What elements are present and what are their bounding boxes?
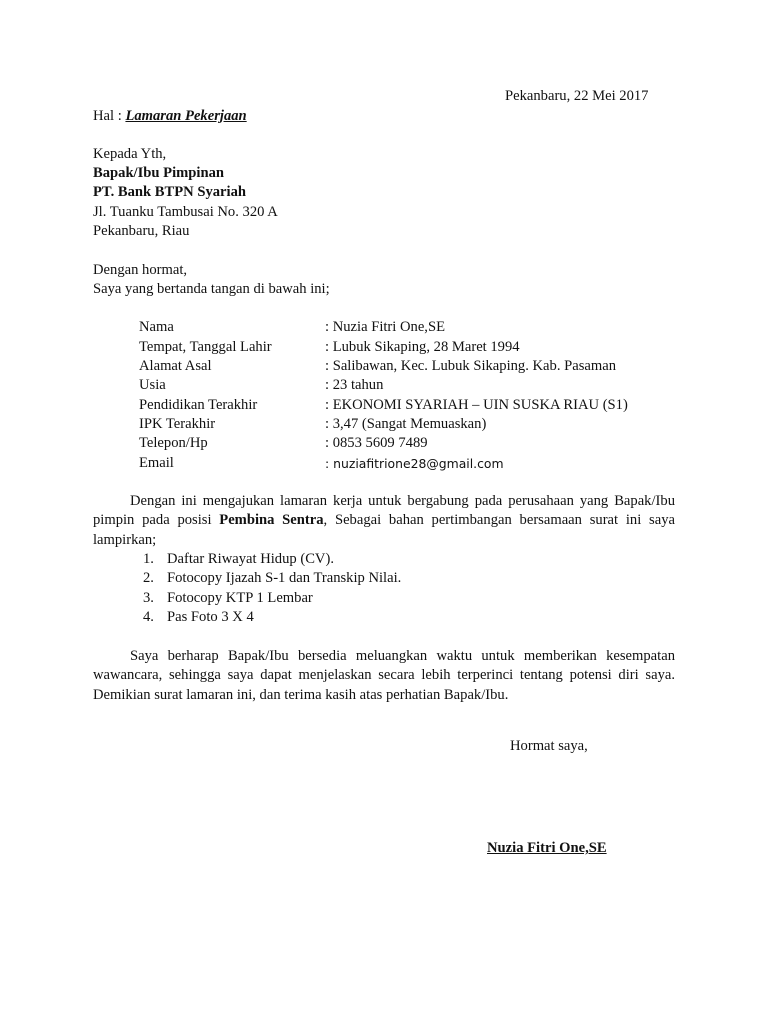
info-label: Usia [139, 377, 166, 393]
recipient-title: Bapak/Ibu Pimpinan [93, 165, 225, 181]
info-label: Tempat, Tanggal Lahir [139, 339, 272, 355]
info-value: : 0853 5609 7489 [325, 435, 428, 451]
salutation: Dengan hormat, [93, 262, 188, 278]
subject-text: Lamaran Pekerjaan [125, 108, 247, 124]
info-value: : 23 tahun [325, 377, 384, 393]
recipient-address-line2: Pekanbaru, Riau [93, 223, 190, 239]
email-value: : nuziafitrione28@gmail.com [325, 456, 504, 471]
list-item: 2. Fotocopy Ijazah S-1 dan Transkip Nilai. [143, 570, 402, 587]
recipient-greeting: Kepada Yth, [93, 146, 167, 162]
info-value: : EKONOMI SYARIAH – UIN SUSKA RIAU (S1) [325, 397, 628, 413]
info-label: Telepon/Hp [139, 435, 208, 451]
body-paragraph-2: Saya berharap Bapak/Ibu bersedia meluangkan waktu untuk memberikan kesempatan wawancara, sehingga saya dapat menjelaskan secara lebih terperinci tentang potensi diri saya. Demikian surat lamaran ini, dan terima kasih atas perhatian Bapak/Ibu. [93, 648, 675, 703]
intro-line: Saya yang bertanda tangan di bawah ini; [93, 281, 330, 297]
info-value: : 3,47 (Sangat Memuaskan) [325, 416, 487, 432]
info-label: Email [139, 455, 174, 471]
place-date: Pekanbaru, 22 Mei 2017 [505, 88, 649, 104]
info-value: : Nuzia Fitri One,SE [325, 319, 445, 335]
subject-prefix: Hal : [93, 108, 126, 124]
info-label: Alamat Asal [139, 358, 212, 374]
body1-before: Dengan ini mengajukan lamaran kerja untuk bergabung pada perusahaan yang Bapak/Ibu pimpin pada posisi [93, 493, 675, 529]
body1-after: , Sebagai bahan pertimbangan bersamaan surat ini saya lampirkan; [93, 512, 675, 548]
position-name: Pembina Sentra [219, 512, 324, 529]
info-value: : Lubuk Sikaping, 28 Maret 1994 [325, 339, 520, 355]
recipient-company: PT. Bank BTPN Syariah [93, 184, 246, 200]
closing: Hormat saya, [510, 738, 588, 754]
info-value: : Salibawan, Kec. Lubuk Sikaping. Kab. Pasaman [325, 358, 617, 374]
list-item: 3. Fotocopy KTP 1 Lembar [143, 589, 313, 606]
info-label: IPK Terakhir [139, 416, 216, 432]
list-item: 4. Pas Foto 3 X 4 [143, 609, 254, 626]
subject-line [93, 107, 247, 126]
info-label: Pendidikan Terakhir [139, 397, 258, 413]
attachments-list [143, 550, 401, 628]
signature-name: Nuzia Fitri One,SE [487, 840, 607, 856]
info-label: Nama [139, 319, 174, 335]
list-item: 1. Daftar Riwayat Hidup (CV). [143, 551, 334, 567]
recipient-address-line1: Jl. Tuanku Tambusai No. 320 A [93, 204, 278, 220]
body-paragraph-1 [93, 492, 675, 550]
